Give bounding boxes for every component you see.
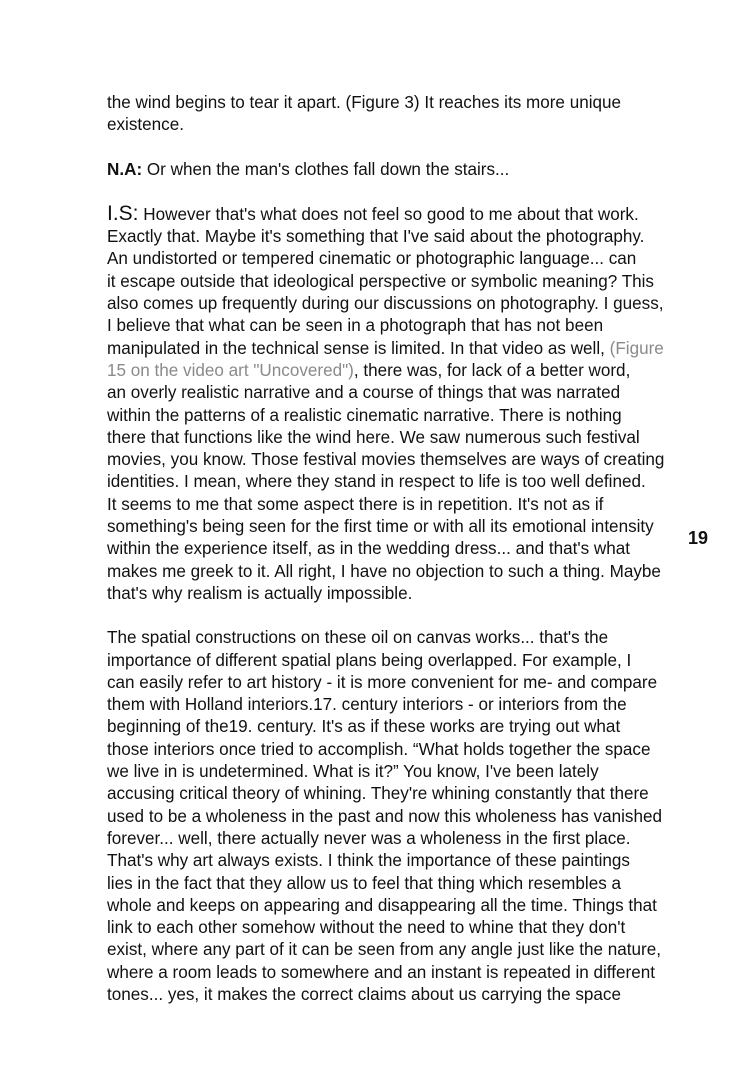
figure-reference: (Figure	[609, 338, 664, 358]
text-line: tones... yes, it makes the correct claims about us carrying the space	[107, 984, 621, 1004]
text-line: can easily refer to art history - it is more convenient for me- and compare	[107, 672, 658, 692]
text-line: identities. I mean, where they stand in respect to life is too well defined.	[107, 472, 646, 492]
paragraph-4	[107, 627, 662, 1006]
text-line: importance of different spatial plans being overlapped. For example, I	[107, 650, 632, 670]
text-line: accusing critical theory of whining. They're whining constantly that there	[107, 784, 649, 804]
text-line: it escape outside that ideological perspective or symbolic meaning? This	[107, 271, 654, 291]
text-line	[107, 338, 664, 360]
body-text	[107, 92, 665, 1028]
speaker-label: N.A:	[107, 159, 143, 179]
text-line: lies in the fact that they allow us to feel that thing which resembles a	[107, 873, 622, 893]
paragraph-2	[107, 159, 647, 181]
dialogue-text: However that's what does not feel so good to me about that work.	[138, 204, 639, 224]
dialogue-text: Or when the man's clothes fall down the stairs...	[142, 159, 510, 179]
text-line: the wind begins to tear it apart. (Figure 3) It reaches its more unique	[107, 93, 622, 112]
text-line: An undistorted or tempered cinematic or photographic language... can	[107, 249, 637, 269]
text-line: Exactly that. Maybe it's something that I've said about the photography.	[107, 227, 645, 247]
text-line: an overly realistic narrative and a course of things that was narrated	[107, 383, 621, 403]
text-line	[107, 360, 647, 382]
text-line: we live in is undetermined. What is it?” You know, I've been lately	[107, 762, 599, 782]
text-line: existence.	[107, 115, 184, 135]
text-line: exist, where any part of it can be seen from any angle just like the nature,	[107, 940, 661, 960]
text-line: within the experience itself, as in the wedding dress... and that's what	[107, 539, 631, 559]
text-line: beginning of the19. century. It's as if these works are trying out what	[107, 717, 621, 737]
text-line: That's why art always exists. I think the importance of these paintings	[107, 851, 630, 871]
text-segment: manipulated in the technical sense is limited. In that video as well,	[107, 338, 610, 358]
paragraph-1	[107, 92, 647, 137]
text-line: where a room leads to somewhere and an instant is repeated in different	[107, 962, 655, 982]
text-line: The spatial constructions on these oil on canvas works... that's the	[107, 628, 609, 648]
text-line: that's why realism is actually impossible.	[107, 583, 413, 603]
text-line: I believe that what can be seen in a photograph that has not been	[107, 316, 604, 336]
text-line: there that functions like the wind here. We saw numerous such festival	[107, 427, 640, 447]
text-line: forever... well, there actually never was a wholeness in the first place.	[107, 828, 631, 848]
paragraph-3	[107, 201, 665, 605]
text-line	[107, 203, 647, 226]
text-line: link to each other somehow without the need to whine that they don't	[107, 918, 626, 938]
text-line: also comes up frequently during our discussions on photography. I guess,	[107, 294, 664, 314]
text-segment: , there was, for lack of a better word,	[353, 360, 631, 380]
text-line: movies, you know. Those festival movies themselves are ways of creating	[107, 450, 665, 470]
text-line: whole and keeps on appearing and disappearing all the time. Things that	[107, 895, 657, 915]
text-line	[107, 159, 647, 181]
text-line: within the patterns of a realistic cinematic narrative. There is nothing	[107, 405, 622, 425]
text-line: something's being seen for the first time or with all its emotional intensity	[107, 517, 654, 537]
text-line: those interiors once tried to accomplish. “What holds together the space	[107, 739, 651, 759]
text-line: It seems to me that some aspect there is in repetition. It's not as if	[107, 494, 604, 514]
figure-reference: 15 on the video art "Uncovered")	[107, 360, 354, 380]
text-line: makes me greek to it. All right, I have no objection to such a thing. Maybe	[107, 561, 661, 581]
text-line: them with Holland interiors.17. century interiors - or interiors from the	[107, 695, 627, 715]
speaker-label: I.S:	[107, 201, 139, 225]
text-line: used to be a wholeness in the past and now this wholeness has vanished	[107, 806, 662, 826]
page-number: 19	[688, 528, 709, 548]
